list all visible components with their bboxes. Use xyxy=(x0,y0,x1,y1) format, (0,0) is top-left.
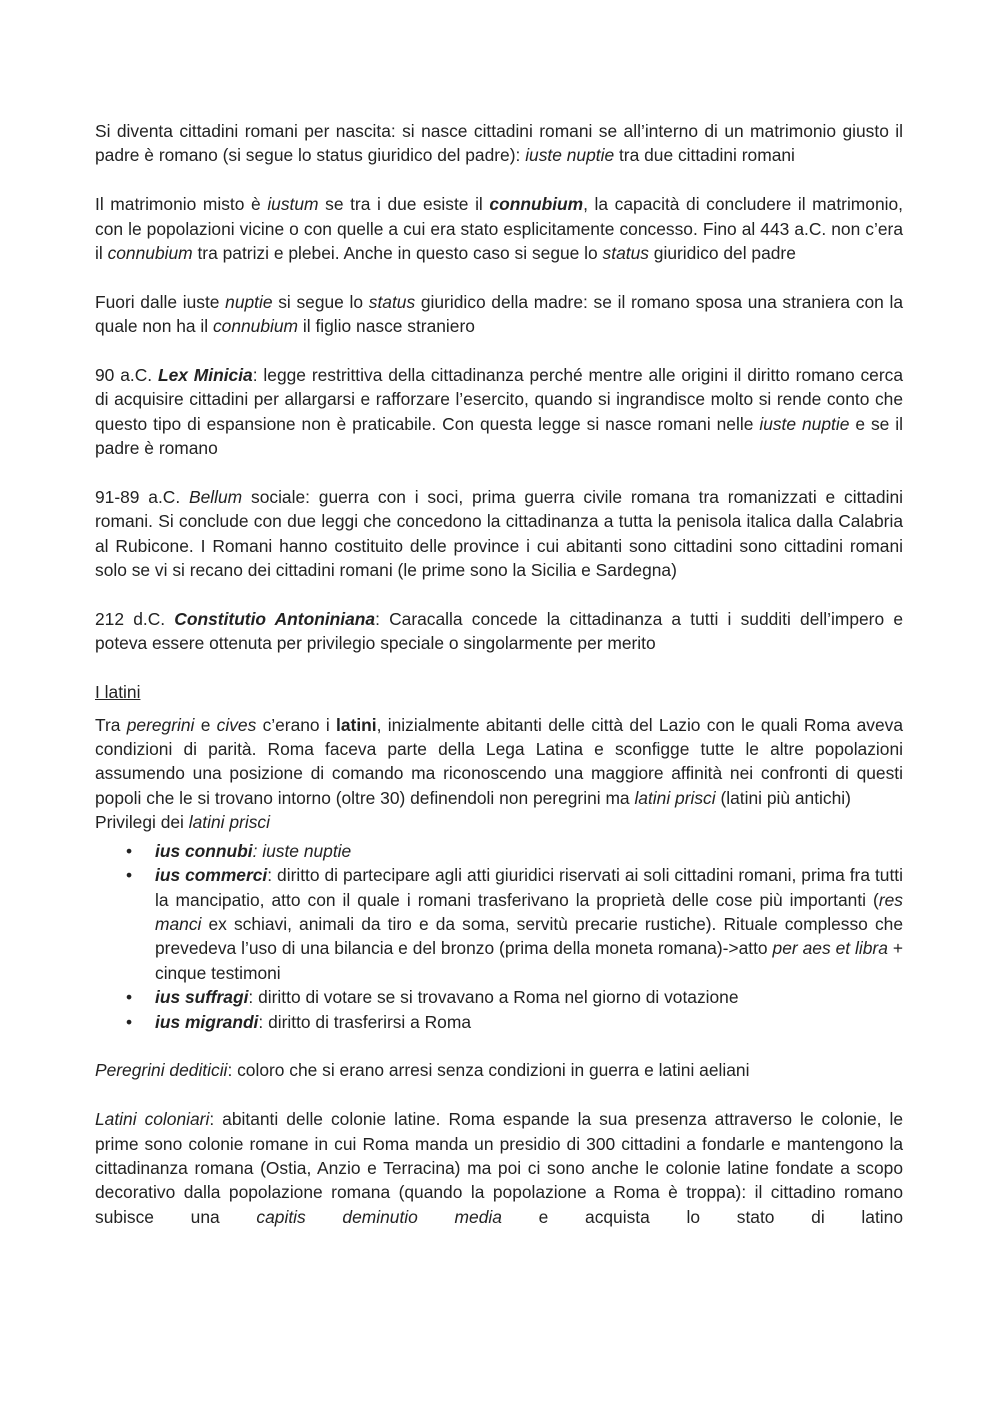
paragraph-constitutio-antoniniana: 212 d.C. Constitutio Antoniniana: Caracalla concede la cittadinanza a tutti i sudditi dell’impero e poteva essere ottenuta per privilegio speciale o singolarmente per merito xyxy=(95,609,903,654)
paragraph-latini-intro: Tra peregrini e cives c’erano i latini, inizialmente abitanti delle città del Lazio con le quali Roma aveva condizioni di parità. Roma faceva parte della Lega Latina e sconfigge tutte le altre popolazioni assumendo una posizione di comando ma riconoscendo una maggiore affinità nei confronti di questi popoli che le si trovano intorno (oltre 30) definendoli non peregrini ma latini prisci (latini più antichi) xyxy=(95,714,903,808)
bullet-icon: • xyxy=(126,987,133,1008)
section-heading-latini: I latini xyxy=(95,682,141,703)
paragraph-peregrini-dediticii: Peregrini dediticii: coloro che si erano arresi senza condizioni in guerra e latini aeliani xyxy=(95,1060,750,1081)
list-item: • ius migrandi: diritto di trasferirsi a Roma xyxy=(95,1010,903,1034)
paragraph-latini-coloniari: Latini coloniari: abitanti delle colonie latine. Roma espande la sua presenza attraverso le colonie, le prime sono colonie romane in cui Roma manda un presidio di 300 cittadini a fondarle e mantengono la cittadinanza romana (Ostia, Anzio e Terracina) ma poi ci sono anche le colonie latine fondate a scopo decorativo dalla popolazione romana (quando la popolazione a Roma è troppa): il cittadino romano subisce una capitis deminutio media e acquista lo stato di latino xyxy=(95,1109,903,1227)
paragraph-cittadinanza-nascita: Si diventa cittadini romani per nascita: si nasce cittadini romani se all’interno di un matrimonio giusto il padre è romano (si segue lo status giuridico del padre): iuste nuptie tra due cittadini romani xyxy=(95,121,903,166)
paragraph-lex-minicia: 90 a.C. Lex Minicia: legge restrittiva della cittadinanza perché mentre alle origini il diritto romano cerca di acquisire cittadini per allargarsi e rafforzare l’esercito, quando si ingrandisce molto si rende conto che questo tipo di espansione non è praticabile. Con questa legge si nasce romani nelle iuste nuptie e se il padre è romano xyxy=(95,365,904,459)
bullet-icon: • xyxy=(126,840,133,861)
document-page xyxy=(95,119,903,1254)
bullet-icon: • xyxy=(126,1011,133,1032)
paragraph-fuori-iuste-nuptie: Fuori dalle iuste nuptie si segue lo status giuridico della madre: se il romano sposa una straniera con la quale non ha il connubium il figlio nasce straniero xyxy=(95,291,904,337)
list-item: • ius connubi: iuste nuptie xyxy=(95,839,903,863)
privileges-list xyxy=(95,839,903,1034)
paragraph-matrimonio-misto: Il matrimonio misto è iustum se tra i due esiste il connubium, la capacità di concludere il matrimonio, con le popolazioni vicine o con quelle a cui era stato esplicitamente concesso. Fino al 443 a.C. non c’era il connubium tra patrizi e plebei. Anche in questo caso si segue lo status giuridico del padre xyxy=(95,194,904,264)
paragraph-bellum-sociale: 91-89 a.C. Bellum sociale: guerra con i soci, prima guerra civile romana tra romanizzati e cittadini romani. Si conclude con due leggi che concedono la cittadinanza a tutta la penisola italica dalla Calabria al Rubicone. I Romani hanno costituito delle province i cui abitanti sono cittadini sono cittadini romani solo se vi si recano dei cittadini romani (le prime sono la Sicilia e Sardegna) xyxy=(95,487,903,581)
bullet-icon: • xyxy=(126,865,133,886)
list-item: • ius commerci: diritto di partecipare agli atti giuridici riservati ai soli cittadini romani, prima fra tutti la mancipatio, atto con il quale i romani trasferivano la proprietà delle cose più importanti (res manci ex schiavi, animali da tiro e da soma, servitù precarie rustiche). Rituale complesso che prevedeva l’uso di una bilancia e del bronzo (prima della moneta romana)->atto per aes et libra + cinque testimoni xyxy=(126,865,903,983)
list-item: • ius suffragi: diritto di votare se si trovavano a Roma nel giorno di votazione xyxy=(95,985,903,1009)
privileges-title: Privilegi dei latini prisci xyxy=(95,812,270,833)
